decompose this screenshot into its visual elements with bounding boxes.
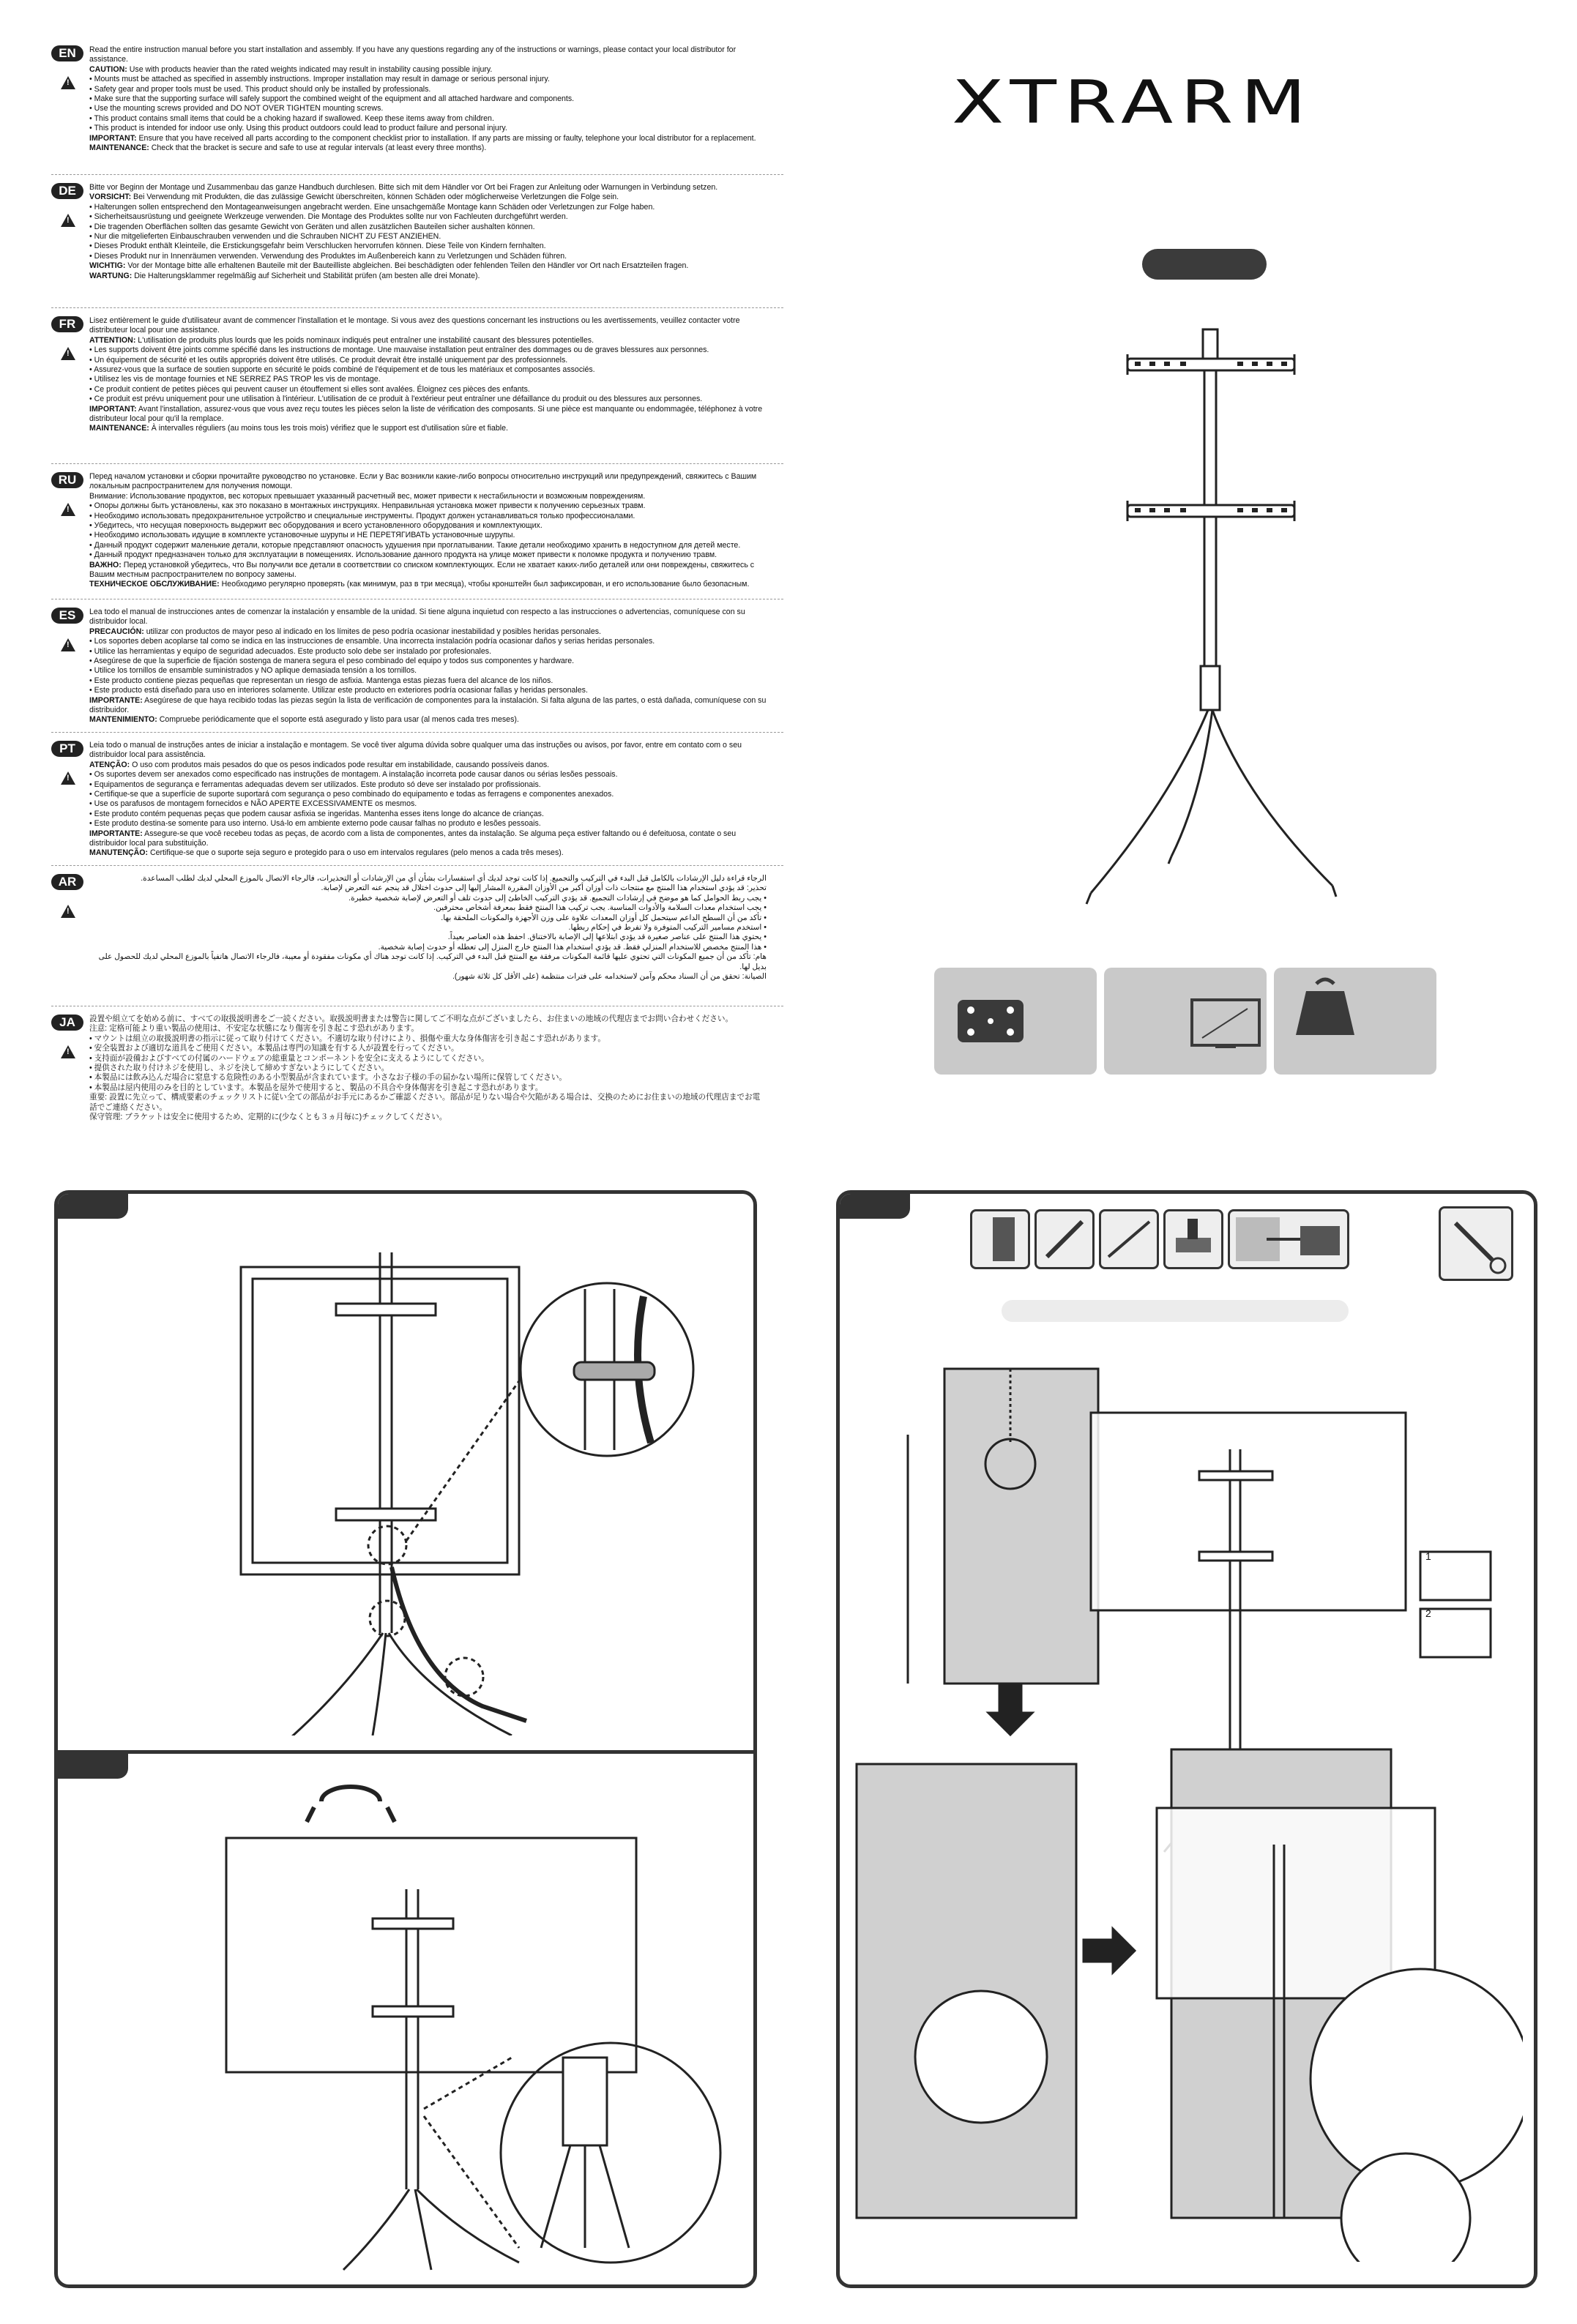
instruction-text — [89, 1015, 767, 1122]
instruction-line: • Asegúrese de que la superficie de fijación sostenga de manera segura el peso combinado del equipo y todos sus componentes y hardware. — [89, 657, 575, 666]
instruction-line: • Un équipement de sécurité et les outils appropriés doivent être utilisés. Ce produit devrait être installé uniquement par des professionnels. — [89, 355, 568, 365]
warning-triangle-icon — [61, 347, 75, 360]
instruction-line: • Die tragenden Oberflächen sollten das gesamte Gewicht von Geräten und allen zusätzlichen Bauteilen sicher aushalten können. — [89, 222, 535, 231]
instruction-line: Leia todo o manual de instruções antes de iniciar a instalação e montagem. Se você tiver alguma dúvida sobre qualquer uma das instruções ou avisos, por favor, entre em contato com o seu distribuidor local para assistência. — [89, 741, 742, 760]
instruction-line: • Halterungen sollen entsprechend den Montageanweisungen angebracht werden. Eine unsachgemäße Montage kann Schäden oder Verletzungen zur Folge haben. — [89, 202, 655, 212]
instruction-line: • Nur die mitgelieferten Einbauschrauben verwenden und die Schrauben NICHT ZU FEST ANZIEHEN. — [89, 232, 441, 242]
instruction-line: • Assurez-vous que la surface de soutien supporte en sécurité le poids combiné de l'équipement et de tous les matériaux et composantes associés. — [89, 365, 595, 375]
wall-icon — [970, 1209, 1030, 1269]
step-tab-1 — [58, 1194, 128, 1219]
tv-attach-illustration — [131, 1779, 746, 2277]
warning-triangle-icon — [61, 771, 75, 785]
instruction-line: • Este producto contiene piezas pequeñas que representan un riesgo de asfixia. Mantenga estas piezas fuera del alcance de los niños. — [89, 676, 553, 685]
cable-management-illustration — [175, 1238, 731, 1735]
instruction-line: • هذا المنتج مخصص للاستخدام المنزلي فقط. قد يؤدي استخدام هذا المنتج خارج المنزل إلى تعطله أو حدوث إصابة شخصية. — [378, 942, 767, 952]
language-code-badge: JA — [51, 1015, 83, 1031]
instruction-text — [89, 741, 767, 859]
instruction-line: MAINTENANCE: Check that the bracket is secure and safe to use at regular intervals (at least every three months). — [89, 143, 487, 153]
instruction-line: WARTUNG: Die Halterungsklammer regelmäßig auf Sicherheit und Stabilität prüfen (am besten alle drei Monate). — [89, 271, 480, 280]
instruction-line: Read the entire instruction manual before you start installation and assembly. If you have any questions regarding any of the instructions or warnings, please contact your local distributor for assistance. — [89, 45, 737, 64]
instruction-line: • Данный продукт предназначен только для эксплуатации в помещениях. Использование данного продукта на улице может привести к поломке продукта и получению травм. — [89, 550, 717, 560]
instruction-line: الصيانة: تحقق من أن السناد محكم وآمن لاستخدامه على فترات منتظمة (على الأقل كل ثلاثة شهور). — [452, 972, 767, 982]
instruction-line: • Mounts must be attached as specified in assembly instructions. Improper installation may result in damage or serious personal injury. — [89, 75, 550, 84]
language-code-badge: PT — [51, 741, 83, 757]
instruction-line: • Os suportes devem ser anexados como especificado nas instruções de montagem. A instalação incorreta pode causar danos ou sérias lesões pessoais. — [89, 770, 618, 780]
instruction-line: MANTENIMIENTO: Compruebe periódicamente que el soporte está asegurado y listo para usar (al menos cada tres meses). — [89, 715, 519, 725]
sub-step-number: 1 — [1425, 1550, 1431, 1562]
instruction-line: • 本製品には飲み込んだ場合に窒息する危険性のある小型製品が含まれています。小さなお子様の手の届かない場所に保管してください。 — [89, 1073, 567, 1083]
language-code-badge: ES — [51, 608, 83, 624]
instruction-line: • Ce produit contient de petites pièces qui peuvent causer un étouffement si elles sont avalées. Éloignez ces pièces des enfants. — [89, 384, 530, 394]
instruction-line: • Данный продукт содержит маленькие детали, которые представляют опасность удушения при проглатывании. Такие детали необходимо хранить в недоступном для детей месте. — [89, 540, 741, 550]
instruction-line: • استخدم مسامير التركيب المتوفرة ولا تفرط في إحكام ربطها. — [568, 923, 767, 933]
language-code-badge: AR — [51, 874, 83, 890]
instruction-line: • Utilice los tornillos de ensamble suministrados y NO aplique demasiada tensión a los tornillos. — [89, 666, 417, 676]
instruction-line: • Les supports doivent être joints comme spécifié dans les instructions de montage. Une mauvaise installation peut entraîner des dommages ou de graves blessures aux personnes. — [89, 345, 709, 355]
instruction-line: هام: تأكد من أن جميع المكونات التي تحتوي عليها قائمة المكونات مرفقة مع المنتج قبل البدء في التركيب. إذا كانت توجد هناك أي مكونات مفقودة أو معيبة، فالرجاء الاتصال هاتفياً بالموزع المحلي لديك للحصول على بديل لها. — [98, 952, 767, 971]
step-panel-left — [54, 1190, 757, 2288]
language-code-badge: EN — [51, 45, 83, 61]
tv-stand-illustration — [1025, 285, 1406, 959]
product-name-pill — [1142, 249, 1267, 280]
step-divider — [58, 1750, 753, 1754]
instruction-line: IMPORTANTE: Assegure-se que você recebeu todas as peças, de acordo com a lista de componentes, antes da instalação. Se alguma peça estiver faltando ou é defeituosa, contate o seu distribuidor local para substituição. — [89, 829, 737, 848]
instruction-line: ТЕХНИЧЕСКОЕ ОБСЛУЖИВАНИЕ: Необходимо регулярно проверять (как минимум, раз в три месяца), чтобы кронштейн был зафиксирован, и его использование было безопасным. — [89, 580, 750, 589]
instruction-line: • Dieses Produkt enthält Kleinteile, die Erstickungsgefahr beim Verschlucken hervorrufen können. Diese Teile von Kindern fernhalten. — [89, 242, 546, 251]
instruction-line: • Опоры должны быть установлены, как это показано в монтажных инструкциях. Неправильная установка может привести к получению серьезных травм. — [89, 501, 646, 511]
instruction-line: IMPORTANT: Ensure that you have received all parts according to the component checklist prior to installation. If any parts are missing or faulty, telephone your local distributor for a replacement. — [89, 133, 756, 143]
instruction-text — [89, 45, 767, 153]
instruction-line: تحذير: قد يؤدي استخدام هذا المنتج مع منتجات ذات أوزان أكبر من الأوزان المقررة المشار إليها إلى حدوث اختلال قد ينجم عنه التعرض لإصابة. — [321, 883, 767, 893]
instruction-line: WICHTIG: Vor der Montage bitte alle erhaltenen Bauteile mit der Bauteilliste abgleichen. Bei beschädigten oder fehlenden Teilen den Händler vor Ort nach Ersatzteilen fragen. — [89, 261, 689, 271]
instruction-line: ATTENTION: L'utilisation de produits plus lourds que les poids nominaux indiqués peut entraîner une instabilité causant des blessures potentielles. — [89, 335, 594, 345]
instruction-line: • Este producto está diseñado para uso en interiores solamente. Utilizar este producto en exteriores podría ocasionar fallas y heridas personales. — [89, 686, 588, 695]
instruction-line: 保守管理: ブラケットは安全に使用するため、定期的に(少なくとも３ヵ月毎に)チェックしてください。 — [89, 1113, 447, 1122]
wall-mount-illustration — [849, 1340, 1523, 2262]
instruction-line: • Sicherheitsausrüstung und geeignete Werkzeuge verwenden. Die Montage des Produktes sollte nur von Fachleuten durchgeführt werden. — [89, 212, 568, 222]
drill-icon — [1228, 1209, 1349, 1269]
warning-triangle-icon — [61, 503, 75, 516]
instruction-text — [89, 183, 767, 281]
instruction-line: ATENÇÃO: O uso com produtos mais pesados do que os pesos indicados pode resultar em instabilidade, causando possíveis danos. — [89, 760, 550, 769]
weight-icon — [1274, 968, 1436, 1075]
instruction-line: • Este produto destina-se somente para uso interno. Usá-lo em ambiente externo pode causar falhas no produto e lesões pessoais. — [89, 819, 541, 829]
instruction-line: • Certifique-se que a superfície de suporte suportará com segurança o peso combinado do equipamento e todas as ferragens e componentes anexados. — [89, 790, 614, 799]
instruction-text — [89, 316, 767, 434]
instruction-line: • Make sure that the supporting surface will safely support the combined weight of the equipment and all attached hardware and components. — [89, 94, 575, 104]
instruction-line: • 提供された取り付けネジを使用し、ネジを決して締めすぎないようにしてください。 — [89, 1064, 389, 1073]
instruction-line: CAUTION: Use with products heavier than the rated weights indicated may result in instability causing possible injury. — [89, 64, 493, 74]
brand-logo: XTRARM — [952, 67, 1314, 138]
instruction-text — [89, 608, 767, 725]
step-tab-3 — [840, 1194, 910, 1219]
instruction-line: Перед началом установки и сборки прочитайте руководство по установке. Если у Вас возникли какие-либо вопросы относительно инструкций или предупреждений, свяжитесь с Вашим локальным распространителем для получения помощи. — [89, 472, 757, 491]
instruction-line: • Необходимо использовать предохранительное устройство и специальные инструменты. Продукт должен устанавливаться только профессионалами. — [89, 511, 635, 520]
weight-tile — [1274, 968, 1436, 1075]
section-separator — [51, 732, 783, 733]
instruction-line: • This product is intended for indoor use only. Using this product outdoors could lead to product failure and personal injury. — [89, 124, 507, 133]
instruction-line: • يجب استخدام معدات السلامة والأدوات المناسبة. يجب تركيب هذا المنتج فقط بمعرفة أشخاص محترفين. — [433, 903, 767, 913]
brush-icon — [1163, 1209, 1223, 1269]
warning-triangle-icon — [61, 905, 75, 918]
pencil-icon — [1034, 1209, 1095, 1269]
instruction-line: VORSICHT: Bei Verwendung mit Produkten, die das zulässige Gewicht überschreiten, können Schäden oder möglicherweise Verletzungen die Folge sein. — [89, 193, 619, 202]
section-separator — [51, 463, 783, 464]
vesa-pattern-icon — [934, 968, 1097, 1075]
section-separator — [51, 865, 783, 866]
instruction-line: • Убедитесь, что несущая поверхность выдержит вес оборудования и всего установленного оборудования и комплектующих. — [89, 521, 543, 531]
instruction-line: • Safety gear and proper tools must be used. This product should only be installed by professionals. — [89, 84, 431, 94]
instruction-line: MAINTENANCE: À intervalles réguliers (au moins tous les trois mois) vérifiez que le support est d'utilisation sûre et fiable. — [89, 424, 508, 433]
instruction-line: PRECAUCIÓN: utilizar con productos de mayor peso al indicado en los límites de peso podría ocasionar inestabilidad y posibles heridas personales. — [89, 627, 601, 636]
instruction-text — [89, 874, 767, 982]
instruction-line: 設置や組立てを始める前に、すべての取扱説明書をご一読ください。取扱説明書または警告に関してご不明な点がございましたら、お住まいの地域の代理店までお問い合わせください。 — [89, 1015, 734, 1023]
instruction-line: • Необходимо использовать идущие в комплекте установочные шурупы и НЕ ПЕРЕТЯГИВАТЬ установочные шурупы. — [89, 531, 515, 540]
instruction-line: • تأكد من أن السطح الداعم سيتحمل كل أوزان المعدات علاوة على وزن الأجهزة والمكونات الملحقة بها. — [441, 913, 767, 922]
instruction-line: MANUTENÇÃO: Certifique-se que o suporte seja seguro e protegido para o uso em intervalos regulares (pelo menos a cada três meses). — [89, 848, 564, 858]
instruction-line: • 安全装置および適切な道具をご使用ください。本製品は専門の知識を有する人が設置を行ってください。 — [89, 1044, 459, 1053]
warning-triangle-icon — [61, 76, 75, 89]
warning-triangle-icon — [61, 638, 75, 651]
instruction-line: IMPORTANT: Avant l'installation, assurez-vous que vous avez reçu toutes les pièces selon la liste de vérification des composants. Si une pièce est manquante ou endommagée, téléphonez à votre distributeur local pour qu'il la remplace. — [89, 404, 763, 424]
instruction-line: • يحتوي هذا المنتج على عناصر صغيرة قد يؤدي ابتلاعها إلى الإصابة بالاختناق. احفظ هذه العناصر بعيداً. — [447, 933, 767, 942]
instruction-line: • Ce produit est prévu uniquement pour une utilisation à l'intérieur. L'utilisation de ce produit à l'extérieur peut entraîner une défaillance du produit ou des blessures aux personnes. — [89, 395, 703, 404]
level-icon — [1099, 1209, 1159, 1269]
instruction-line: • يجب ربط الحوامل كما هو موضح في إرشادات التجميع. قد يؤدي التركيب الخاطئ إلى حدوث تلف أو التعرض لإصابة شخصية خطيرة. — [348, 893, 767, 903]
instruction-line: 注意: 定格可能より重い製品の使用は、不安定な状態になり傷害を引き起こす恐れがあります。 — [89, 1024, 419, 1034]
instruction-line: الرجاء قراءة دليل الإرشادات بالكامل قبل البدء في التركيب والتجميع. إذا كانت توجد لديك أي استفسارات بشأن أي من الإرشادات أو التحذيرات، فالرجاء الاتصال بالموزع المحلي لديك لطلب المساعدة. — [141, 874, 767, 883]
screen-size-icon — [1104, 968, 1267, 1075]
instruction-line: • 本製品は屋内使用のみを目的としています。本製品を屋外で使用すると、製品の不具合や身体傷害を引き起こす恐れがあります。 — [89, 1083, 543, 1092]
screen-size-tile — [1104, 968, 1267, 1075]
sub-step-number: 2 — [1425, 1607, 1431, 1619]
vesa-tile — [934, 968, 1097, 1075]
language-code-badge: DE — [51, 183, 83, 199]
instruction-line: • Utilisez les vis de montage fournies et NE SERREZ PAS TROP les vis de montage. — [89, 375, 381, 384]
instruction-line: • Equipamentos de segurança e ferramentas adequadas devem ser utilizados. Este produto só deve ser instalado por profissionais. — [89, 780, 541, 789]
instruction-line: Lea todo el manual de instrucciones antes de comenzar la instalación y ensamble de la unidad. Si tiene alguna inquietud con respecto a las instrucciones o advertencias, comuníquese con su distribuidor local. — [89, 608, 745, 627]
warning-triangle-icon — [61, 214, 75, 227]
instruction-line: 重要: 設置に先立って、構成要素のチェックリストに従い全ての部品がお手元にあるかご確認ください。部品が足りない場合や欠陥がある場合は、交換のためにお住まいの地域の代理店までお電話でご連絡ください。 — [89, 1093, 761, 1112]
instruction-text — [89, 472, 767, 590]
step-tab-2 — [58, 1754, 128, 1779]
warning-triangle-icon — [61, 1045, 75, 1058]
instruction-line: • Utilice las herramientas y equipo de seguridad adecuados. Este producto solo debe ser instalado por profesionales. — [89, 646, 492, 656]
instruction-line: Bitte vor Beginn der Montage und Zusammenbau das ganze Handbuch durchlesen. Bitte sich mit dem Händler vor Ort bei Fragen zur Anleitung oder Warnungen in Verbindung setzen. — [89, 183, 718, 192]
instruction-line: ВАЖНО: Перед установкой убедитесь, что Вы получили все детали в соответствии со списком комплектующих. Если не хватает каких-либо деталей или они повреждены, свяжитесь с Вашим местным распространителем по вопросу замены. — [89, 560, 755, 580]
instruction-line: IMPORTANTE: Asegúrese de que haya recibido todas las piezas según la lista de verificación de componentes para la instalación. Si falta alguna de las partes, o está dañada, comuníquese con su distribuidor. — [89, 695, 767, 715]
section-separator — [51, 307, 783, 308]
wall-note-bar — [1002, 1300, 1349, 1322]
instruction-line: • Use the mounting screws provided and DO NOT OVER TIGHTEN mounting screws. — [89, 104, 384, 113]
language-code-badge: FR — [51, 316, 83, 332]
instruction-line: • 支持面が設備およびすべての付属のハードウェアの総重量とコンポーネントを安全に支えるようにしてください。 — [89, 1053, 489, 1063]
instruction-line: • This product contains small items that could be a choking hazard if swallowed. Keep these items away from children. — [89, 113, 494, 123]
instruction-line: Lisez entièrement le guide d'utilisateur avant de commencer l'installation et le montage. Si vous avez des questions concernant les instructions ou les avertissements, veuillez contacter votre distributeur local pour une assistance. — [89, 316, 740, 335]
phillips-screwdriver-icon — [1439, 1206, 1513, 1281]
instruction-line: • Dieses Produkt nur in Innenräumen verwenden. Verwendung des Produktes im Außenbereich kann zu Verletzungen und Schäden führen. — [89, 251, 567, 261]
instruction-line: Внимание: Использование продуктов, вес которых превышает указанный расчетный вес, может привести к нестабильности и возможным повреждениям. — [89, 491, 646, 501]
section-separator — [51, 174, 783, 175]
instruction-line: • マウントは組立の取扱説明書の指示に従って取り付けてください。不適切な取り付けにより、損傷や重大な身体傷害を引き起こす恐れがあります。 — [89, 1034, 605, 1043]
language-code-badge: RU — [51, 472, 83, 488]
instruction-line: • Este produto contém pequenas peças que podem causar asfixia se ingeridas. Mantenha esses itens longe do alcance de crianças. — [89, 809, 544, 818]
instruction-line: • Use os parafusos de montagem fornecidos e NÃO APERTE EXCESSIVAMENTE os mesmos. — [89, 799, 417, 809]
instruction-line: • Los soportes deben acoplarse tal como se indica en las instrucciones de ensamble. Una incorrecta instalación podría ocasionar daños y serias heridas personales. — [89, 637, 655, 646]
